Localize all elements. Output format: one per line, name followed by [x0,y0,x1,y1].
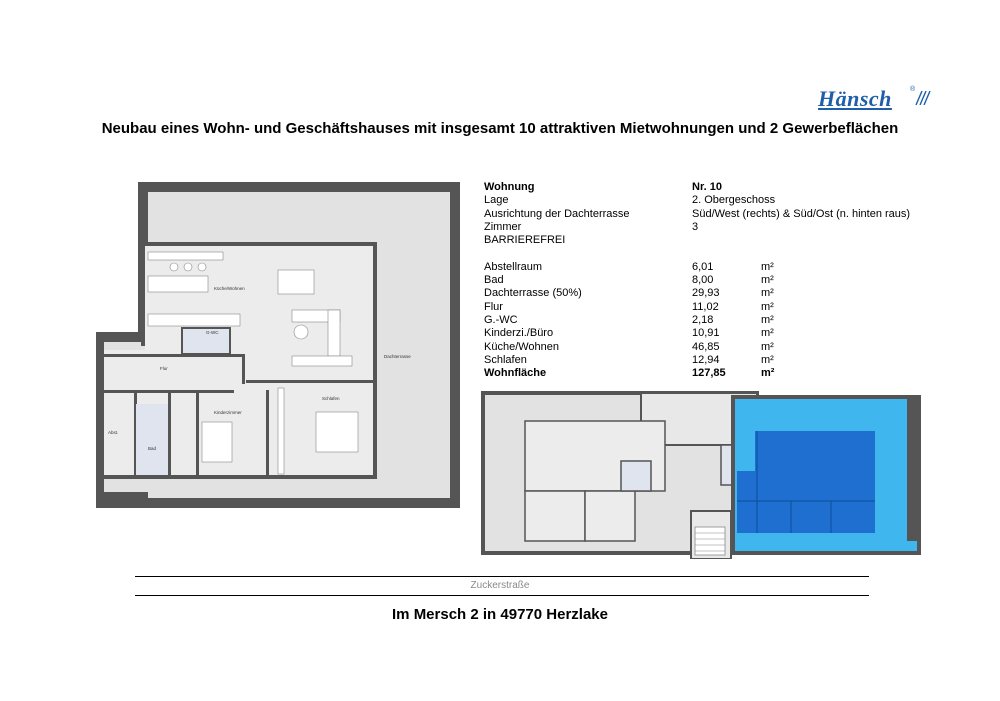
room-label: Küche/Wohnen [484,340,560,353]
room-unit: m² [761,287,774,300]
room-area: 11,02 [692,300,719,313]
room-unit: m² [761,260,774,273]
room-area: 46,85 [692,340,720,353]
room-unit: m² [761,367,775,380]
plan-label-bath: Bad [148,446,157,451]
room-label: Abstellraum [484,260,543,273]
logo-text: Hänsch [818,86,892,111]
room-area: 10,91 [692,327,720,340]
logo-registered-mark: ® [910,86,916,93]
room-area: 8,00 [692,274,714,287]
company-logo [818,86,934,112]
room-unit: m² [761,313,774,326]
room-unit: m² [761,300,774,313]
room-label: Schlafen [484,353,527,366]
info-label: Lage [484,194,509,207]
room-label: Bad [484,274,504,287]
info-value: Süd/West (rechts) & Süd/Ost (n. hinten raus) [692,207,911,220]
info-value: Nr. 10 [692,181,722,193]
street-line-top [135,576,869,577]
room-label: Wohnfläche [484,367,547,380]
room-label: Dachterrasse (50%) [484,287,582,300]
plan-label-child-room: Kinderzimmer [214,410,242,415]
room-label: Kinderzi./Büro [484,327,554,340]
info-label: Wohnung [484,181,535,193]
room-area: 127,85 [692,367,726,380]
street-name: Zuckerstraße [470,580,530,591]
room-label: G.-WC [484,313,518,326]
logo-stripes-icon [914,91,932,105]
plan-label-storage: Abst. [108,430,119,435]
room-area: 6,01 [692,260,714,273]
room-unit: m² [761,274,774,287]
room-unit: m² [761,327,774,340]
info-label: Zimmer [484,220,522,233]
plan-label-kitchen: Küche/Wohnen [214,286,245,291]
room-unit: m² [761,353,774,366]
page-headline: Neubau eines Wohn- und Geschäftshauses mit insgesamt 10 attraktiven Mietwohnungen und 2 Gewerbeflächen [101,120,899,137]
info-value: 2. Obergeschoss [692,194,776,207]
apartment-floor-plan [96,182,460,508]
street-line-bottom [135,595,869,596]
info-value: 3 [692,220,699,233]
property-address: Im Mersch 2 in 49770 Herzlake [392,606,608,623]
room-area: 29,93 [692,287,720,300]
plan-label-bedroom: Schlafen [322,396,340,401]
plan-label-terrace: Dachterrasse [384,354,411,359]
info-label: BARRIEREFREI [484,234,566,247]
room-area: 2,18 [692,313,714,326]
room-unit: m² [761,340,774,353]
plan-label-hall: Flur [160,366,168,371]
info-label: Ausrichtung der Dachterrasse [484,207,630,220]
plan-label-gwc: G-WC [206,330,219,335]
room-label: Flur [484,300,503,313]
floor-overview-plan [481,391,923,559]
room-area: 12,94 [692,353,720,366]
